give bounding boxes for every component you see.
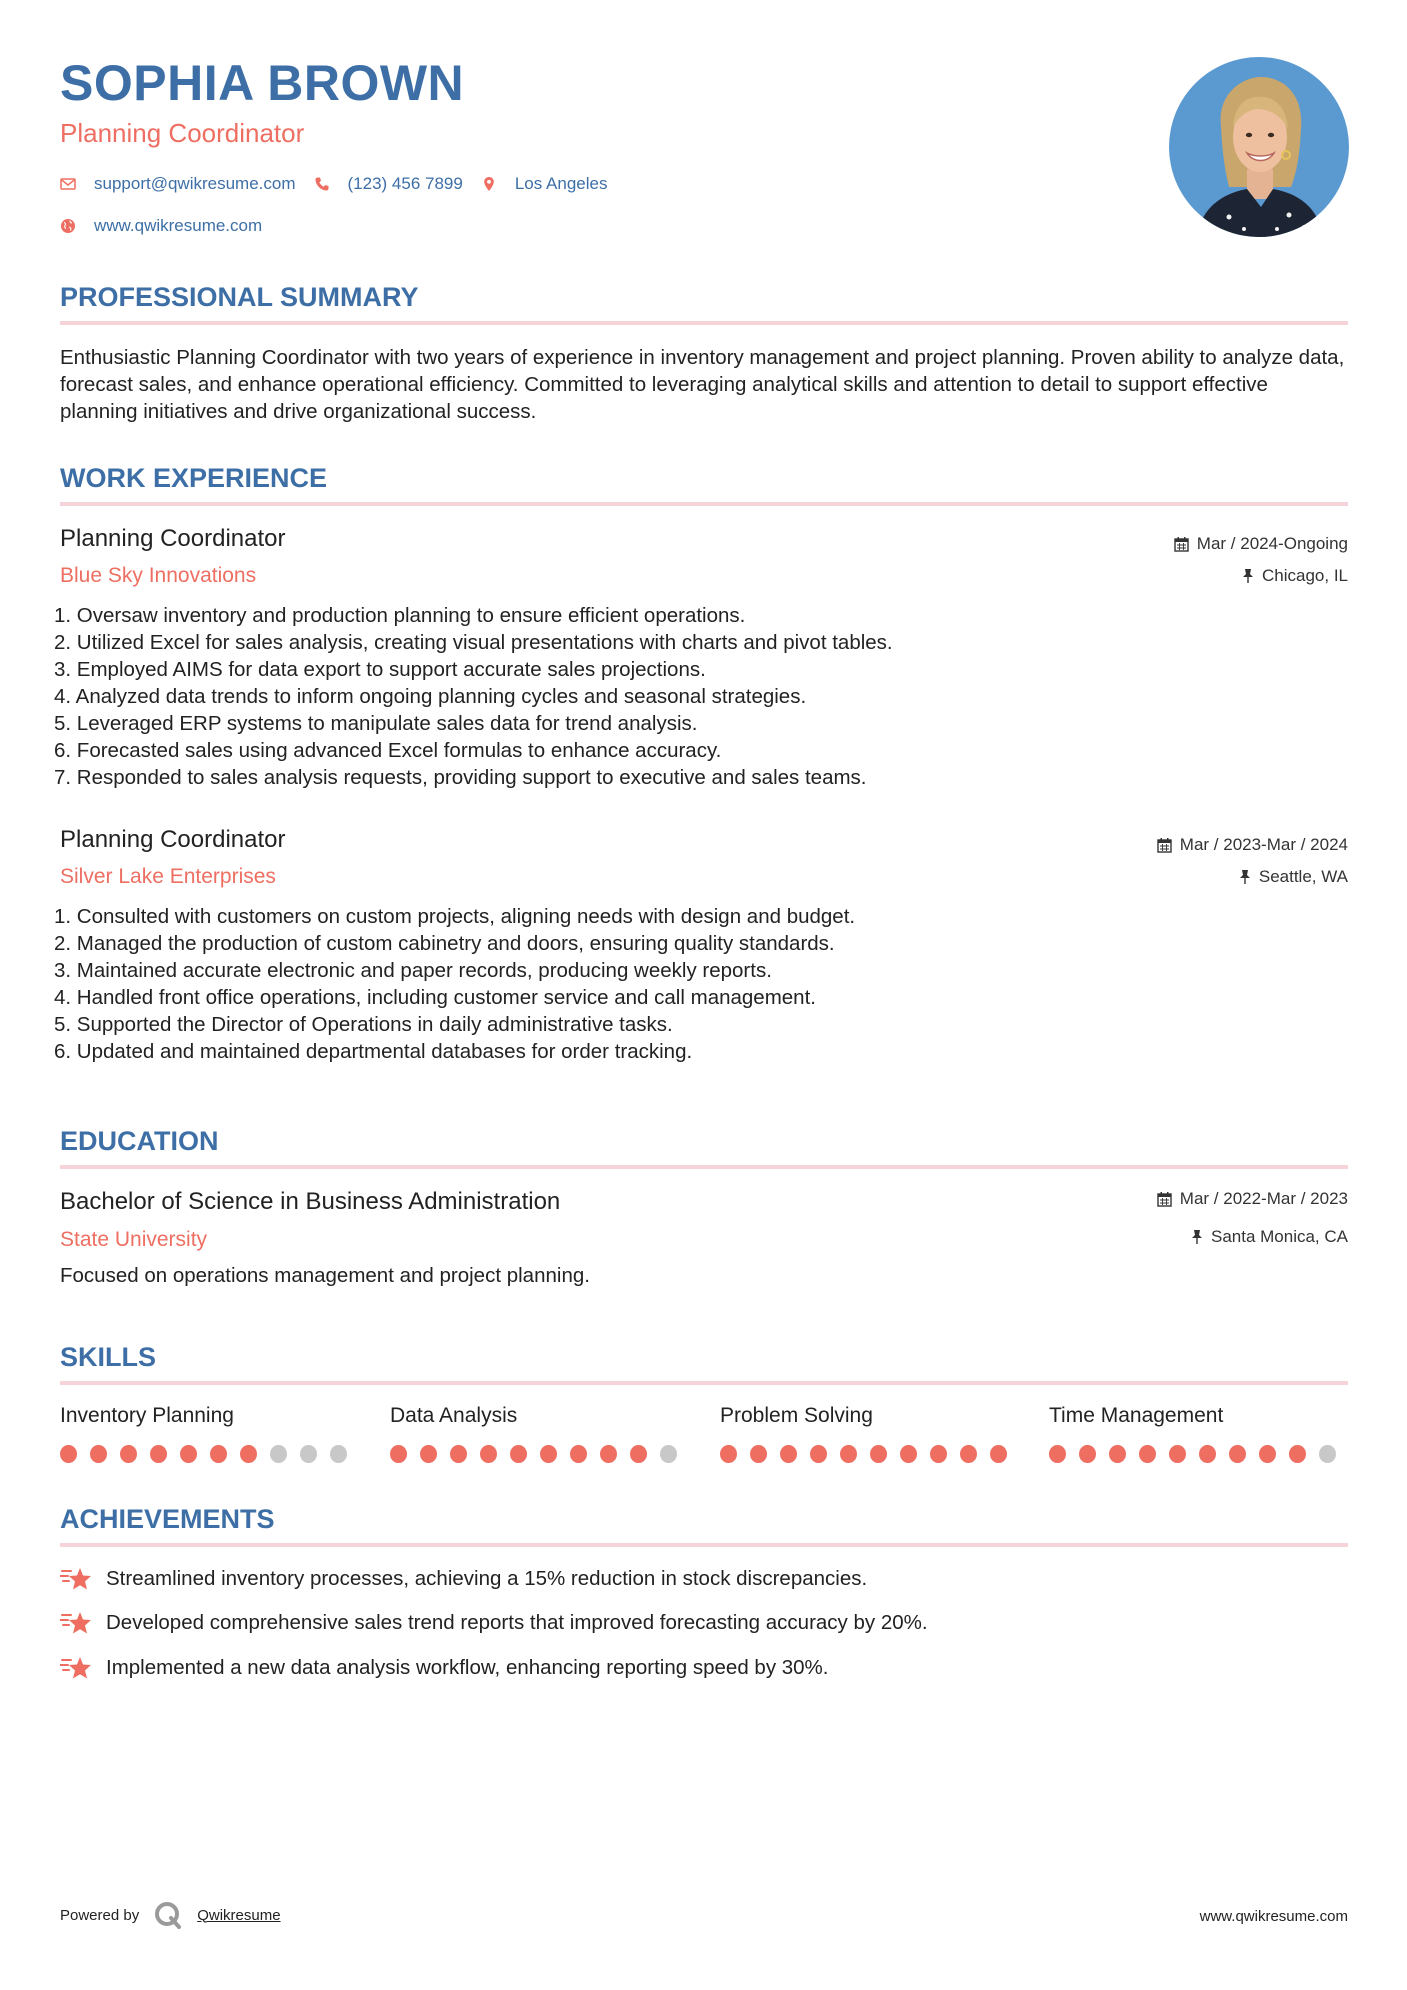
- globe-icon: [60, 218, 76, 234]
- achievements-heading: ACHIEVEMENTS: [60, 1504, 275, 1534]
- rating-dot-filled: [90, 1445, 107, 1463]
- rating-dot-filled: [900, 1445, 917, 1463]
- rating-dot-empty: [300, 1445, 317, 1463]
- list-item: 5. Leveraged ERP systems to manipulate sales data for trend analysis.: [54, 712, 698, 735]
- skill-rating: [60, 1445, 360, 1463]
- rating-dot-filled: [930, 1445, 947, 1463]
- education-location-text: Santa Monica, CA: [1210, 1227, 1348, 1246]
- pushpin-icon: [1191, 1229, 1203, 1245]
- skill-name: Inventory Planning: [60, 1404, 234, 1427]
- list-item: 4. Analyzed data trends to inform ongoing planning cycles and seasonal strategies.: [54, 685, 807, 708]
- rating-dot-filled: [60, 1445, 77, 1463]
- section-divider: [60, 502, 1348, 506]
- education-dates: [1157, 1190, 1348, 1207]
- rating-dot-empty: [270, 1445, 287, 1463]
- list-item: 1. Oversaw inventory and production planning to ensure efficient operations.: [54, 604, 746, 627]
- candidate-name: SOPHIA BROWN: [60, 55, 465, 111]
- rating-dot-filled: [1229, 1445, 1246, 1463]
- rating-dot-filled: [1109, 1445, 1126, 1463]
- job-dates-text: Mar / 2024-Ongoing: [1196, 534, 1348, 553]
- education-description: Focused on operations management and project planning.: [60, 1264, 590, 1287]
- pushpin-icon: [1239, 869, 1251, 885]
- rating-dot-filled: [1169, 1445, 1186, 1463]
- map-pin-icon: [481, 176, 497, 192]
- rating-dot-filled: [390, 1445, 407, 1463]
- rating-dot-filled: [210, 1445, 227, 1463]
- candidate-title: Planning Coordinator: [60, 118, 305, 148]
- powered-by-label: Powered by: [60, 1906, 140, 1924]
- website-row: [60, 216, 280, 236]
- rating-dot-filled: [1139, 1445, 1156, 1463]
- job-responsibilities: [54, 903, 1304, 1065]
- degree-title: Bachelor of Science in Business Administration: [60, 1188, 561, 1215]
- achievement-text: Developed comprehensive sales trend reports that improved forecasting accuracy by 20%.: [106, 1611, 928, 1634]
- job-dates-text: Mar / 2023-Mar / 2024: [1179, 835, 1348, 854]
- list-item: 4. Handled front office operations, including customer service and call management.: [54, 986, 816, 1009]
- skill-rating: [1049, 1445, 1349, 1463]
- qwikresume-link[interactable]: Qwikresume: [197, 1906, 281, 1924]
- skill-item: [720, 1405, 1020, 1463]
- rating-dot-filled: [870, 1445, 887, 1463]
- shooting-star-icon: [60, 1655, 92, 1681]
- skill-name: Problem Solving: [720, 1404, 873, 1427]
- rating-dot-filled: [780, 1445, 797, 1463]
- rating-dot-filled: [570, 1445, 587, 1463]
- calendar-icon: [1157, 837, 1172, 853]
- rating-dot-filled: [990, 1445, 1007, 1463]
- education-location: [1191, 1228, 1348, 1245]
- rating-dot-filled: [480, 1445, 497, 1463]
- rating-dot-filled: [510, 1445, 527, 1463]
- skill-item: [390, 1405, 690, 1463]
- rating-dot-filled: [1289, 1445, 1306, 1463]
- job-location-text: Seattle, WA: [1258, 867, 1348, 886]
- achievement-item: [60, 1610, 928, 1636]
- rating-dot-filled: [810, 1445, 827, 1463]
- calendar-icon: [1157, 1191, 1172, 1207]
- rating-dot-filled: [540, 1445, 557, 1463]
- email-contact[interactable]: [60, 174, 296, 194]
- rating-dot-filled: [1259, 1445, 1276, 1463]
- list-item: 7. Responded to sales analysis requests, providing support to executive and sales teams.: [54, 766, 867, 789]
- rating-dot-filled: [960, 1445, 977, 1463]
- website-text: www.qwikresume.com: [94, 216, 263, 235]
- envelope-icon: [60, 176, 76, 192]
- calendar-icon: [1174, 536, 1189, 552]
- rating-dot-empty: [330, 1445, 347, 1463]
- profile-photo: [1169, 57, 1349, 237]
- skill-item: [60, 1405, 360, 1463]
- rating-dot-filled: [420, 1445, 437, 1463]
- pushpin-icon: [1242, 568, 1254, 584]
- list-item: 2. Utilized Excel for sales analysis, creating visual presentations with charts and pivot tables.: [54, 631, 893, 654]
- achievement-item: [60, 1566, 867, 1592]
- rating-dot-filled: [600, 1445, 617, 1463]
- rating-dot-filled: [450, 1445, 467, 1463]
- rating-dot-filled: [150, 1445, 167, 1463]
- list-item: 3. Maintained accurate electronic and paper records, producing weekly reports.: [54, 959, 772, 982]
- rating-dot-empty: [660, 1445, 677, 1463]
- job-company: Blue Sky Innovations: [60, 564, 257, 587]
- location-text: Los Angeles: [514, 174, 608, 193]
- rating-dot-filled: [1049, 1445, 1066, 1463]
- list-item: 6. Forecasted sales using advanced Excel formulas to enhance accuracy.: [54, 739, 722, 762]
- achievement-item: [60, 1655, 829, 1681]
- summary-text: Enthusiastic Planning Coordinator with two years of experience in inventory management and project planning. Proven ability to analyze data, forecast sales, and enhance operational efficiency. Committed to leveraging analytical skills and attention to detail to support effective planning initiatives and drive organizational success.: [60, 346, 1345, 423]
- job-location: [1242, 567, 1348, 584]
- rating-dot-filled: [120, 1445, 137, 1463]
- shooting-star-icon: [60, 1566, 92, 1592]
- skill-rating: [390, 1445, 690, 1463]
- section-divider: [60, 1543, 1348, 1547]
- skills-heading: SKILLS: [60, 1342, 157, 1372]
- list-item: 1. Consulted with customers on custom projects, aligning needs with design and budget.: [54, 905, 856, 928]
- section-divider: [60, 321, 1348, 325]
- contact-row: [60, 174, 625, 194]
- location-contact: [481, 174, 608, 194]
- skill-name: Time Management: [1049, 1404, 1224, 1427]
- rating-dot-filled: [180, 1445, 197, 1463]
- rating-dot-filled: [1199, 1445, 1216, 1463]
- job-title: Planning Coordinator: [60, 826, 286, 853]
- skill-rating: [720, 1445, 1020, 1463]
- phone-icon: [314, 176, 330, 192]
- job-responsibilities: [54, 602, 1304, 791]
- list-item: 3. Employed AIMS for data export to support accurate sales projections.: [54, 658, 706, 681]
- rating-dot-filled: [630, 1445, 647, 1463]
- job-title: Planning Coordinator: [60, 525, 286, 552]
- footer-powered-by: [60, 1900, 281, 1930]
- rating-dot-filled: [240, 1445, 257, 1463]
- qwikresume-logo-icon: [153, 1900, 183, 1930]
- achievement-text: Implemented a new data analysis workflow, enhancing reporting speed by 30%.: [106, 1656, 829, 1679]
- section-divider: [60, 1165, 1348, 1169]
- website-contact[interactable]: [60, 216, 262, 236]
- experience-heading: WORK EXPERIENCE: [60, 463, 328, 493]
- section-divider: [60, 1381, 1348, 1385]
- job-company: Silver Lake Enterprises: [60, 865, 276, 888]
- resume-page: [54, 0, 1348, 1990]
- phone-contact[interactable]: [314, 174, 463, 194]
- list-item: 5. Supported the Director of Operations in daily administrative tasks.: [54, 1013, 673, 1036]
- school-name: State University: [60, 1228, 208, 1251]
- rating-dot-filled: [840, 1445, 857, 1463]
- rating-dot-filled: [1079, 1445, 1096, 1463]
- achievement-text: Streamlined inventory processes, achieving a 15% reduction in stock discrepancies.: [106, 1567, 868, 1590]
- summary-heading: PROFESSIONAL SUMMARY: [60, 282, 419, 312]
- shooting-star-icon: [60, 1610, 92, 1636]
- phone-text: (123) 456 7899: [347, 174, 463, 193]
- rating-dot-empty: [1319, 1445, 1336, 1463]
- list-item: 2. Managed the production of custom cabinetry and doors, ensuring quality standards.: [54, 932, 835, 955]
- job-location-text: Chicago, IL: [1262, 566, 1348, 585]
- skill-item: [1049, 1405, 1349, 1463]
- list-item: 6. Updated and maintained departmental databases for order tracking.: [54, 1040, 693, 1063]
- education-heading: EDUCATION: [60, 1126, 219, 1156]
- job-dates: [1157, 836, 1348, 853]
- rating-dot-filled: [750, 1445, 767, 1463]
- email-text: support@qwikresume.com: [94, 174, 296, 193]
- job-dates: [1174, 535, 1348, 552]
- skill-name: Data Analysis: [390, 1404, 518, 1427]
- portrait-illustration: [1169, 57, 1349, 237]
- job-location: [1239, 868, 1348, 885]
- rating-dot-filled: [720, 1445, 737, 1463]
- education-dates-text: Mar / 2022-Mar / 2023: [1179, 1189, 1348, 1208]
- footer-website[interactable]: www.qwikresume.com: [1199, 1908, 1348, 1925]
